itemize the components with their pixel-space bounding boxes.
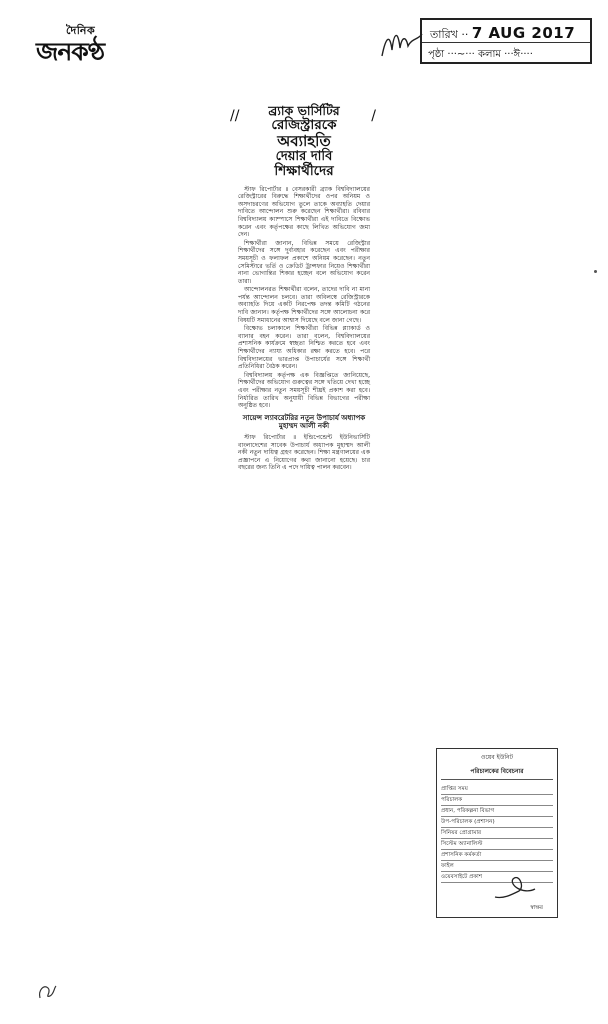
article-closing-paragraph: স্টাফ রিপোর্টার ॥ ইন্ডিপেন্ডেন্ট ইউনিভার্সিটি বাংলাদেশের সাবেক উপাচার্য অধ্যাপক মুহাম্মদ আলী নকী নতুন দায়িত্ব গ্রহণ করেছেন। শিক্ষা মন্ত্রণালয়ের এক প্রজ্ঞাপনে এ নিয়োগের কথা জানানো হয়েছে। চার বছরের জন্য তিনি এ পদে দায়িত্ব পালন করবেন। [238, 433, 370, 472]
slip-row: পরিচালক [441, 795, 553, 806]
slip-subtitle: পরিচালকের বিবেচনার [441, 766, 553, 780]
date-stamp: তারিখ ·· 7 AUG 2017 পৃষ্ঠা ···~··· কলাম ···ঈ···· [420, 18, 592, 64]
slip-row: প্রশাসনিক কর্মকর্তা [441, 850, 553, 861]
masthead-title: জনকণ্ঠ [36, 37, 105, 66]
handwritten-initials-icon [380, 26, 424, 62]
news-article [230, 103, 376, 1012]
headline-slash-left: // [230, 108, 240, 124]
stamp-date-label: তারিখ [430, 28, 458, 41]
article-subhead: সায়েন্স ল্যাবরেটরির নতুন উপাচার্য অধ্যাপক মুহাম্মদ আলী নকী [242, 412, 366, 431]
margin-dot [594, 270, 597, 273]
signature-icon [489, 869, 539, 903]
slip-row: উপ-পরিচালক (প্রশাসন) [441, 817, 553, 828]
slip-row: ফাইল [441, 861, 553, 872]
article-paragraph: স্টাফ রিপোর্টার ॥ বেসরকারী ব্র্যাক বিশ্ববিদ্যালয়ের রেজিস্ট্রারের বিরুদ্ধে শিক্ষার্থীদের ওপর অনিয়ম ও অসদাচরণের অভিযোগ তুলে তাকে অব্যাহতি দেয়ার দাবিতে আন্দোলন শুরু করেছেন শিক্ষার্থীরা। রবিবার বিশ্ববিদ্যালয় ক্যাম্পাসে শিক্ষার্থীরা এই দাবিতে বিক্ষোভ করেন এবং কর্তৃপক্ষের কাছে লিখিত অভিযোগ জমা দেন। [238, 185, 370, 239]
stamp-column-label: কলাম [478, 49, 501, 60]
article-body [238, 186, 370, 472]
article-headline: ব্র্যাক ভার্সিটির রেজিস্ট্রারকে অব্যাহতি দেয়ার দাবি শিক্ষার্থীদের [268, 103, 340, 180]
slip-sign-label: স্বাক্ষর [530, 905, 543, 911]
article-paragraph: বিশ্ববিদ্যালয় কর্তৃপক্ষ এক বিজ্ঞপ্তিতে জানিয়েছে, শিক্ষার্থীদের অভিযোগ গুরুত্বের সঙ্গে খতিয়ে দেখা হচ্ছে এবং পরীক্ষার নতুন সময়সূচী শীঘ্রই প্রকাশ করা হবে। নির্ধারিত তারিখ অনুযায়ী বিভিন্ন বিভাগের পরীক্ষা অনুষ্ঠিত হবে। [238, 371, 370, 410]
article-paragraph: আন্দোলনরত শিক্ষার্থীরা বলেন, তাদের দাবি না মানা পর্যন্ত আন্দোলন চলবে। তারা অবিলম্বে রেজিস্ট্রারকে অব্যাহতি দিয়ে একটি নিরপেক্ষ তদন্ত কমিটি গঠনের দাবি জানান। কর্তৃপক্ষ শিক্ষার্থীদের সঙ্গে আলোচনা করে বিষয়টি সমাধানের আশ্বাস দিয়েছে বলে জানা গেছে। [238, 286, 370, 324]
stamp-page-label: পৃষ্ঠা [428, 49, 445, 60]
slip-row: ওয়েবসাইটে প্রকাশ [441, 872, 553, 883]
article-paragraph: শিক্ষার্থীরা জানান, বিভিন্ন সময়ে রেজিস্ট্রার শিক্ষার্থীদের সঙ্গে দুর্ব্যবহার করেছেন এবং পরীক্ষার সময়সূচী ও ফলাফল প্রকাশে অনিয়ম করেছেন। নতুন সেমিস্টারে ভর্তি ও ক্রেডিট ট্রান্সফার নিয়েও শিক্ষার্থীরা নানা ভোগান্তির শিকার হচ্ছেন বলে অভিযোগ করেন তারা। [238, 239, 370, 285]
slip-row: সিস্টেম অ্যানালিস্ট [441, 839, 553, 850]
headline-slash-right: / [371, 108, 376, 124]
slip-title: ওয়েব ইউনিট [481, 754, 513, 761]
slip-row: প্রাপ্তির সময় [441, 784, 553, 795]
stamp-divider [422, 42, 590, 43]
stamp-date: 7 AUG 2017 [471, 24, 576, 42]
article-paragraph: বিক্ষোভ চলাকালে শিক্ষার্থীরা বিভিন্ন প্ল্যাকার্ড ও ব্যানার বহন করেন। তারা বলেন, বিশ্ববিদ্যালয়ের প্রশাসনিক কার্যক্রমে স্বচ্ছতা নিশ্চিত করতে হবে এবং শিক্ষার্থীদের ন্যায্য অধিকার রক্ষা করতে হবে। পরে বিশ্ববিদ্যালয়ের ভারপ্রাপ্ত উপাচার্যের সঙ্গে শিক্ষার্থী প্রতিনিধিরা বৈঠক করেন। [238, 325, 370, 371]
routing-slip [436, 748, 558, 918]
corner-initial-icon [36, 980, 58, 1002]
slip-row: সিনিয়র প্রোগ্রামার [441, 828, 553, 839]
slip-row: প্রধান, পরিকল্পনা বিভাগ [441, 806, 553, 817]
masthead-daily-label: দৈনিক [66, 24, 96, 37]
